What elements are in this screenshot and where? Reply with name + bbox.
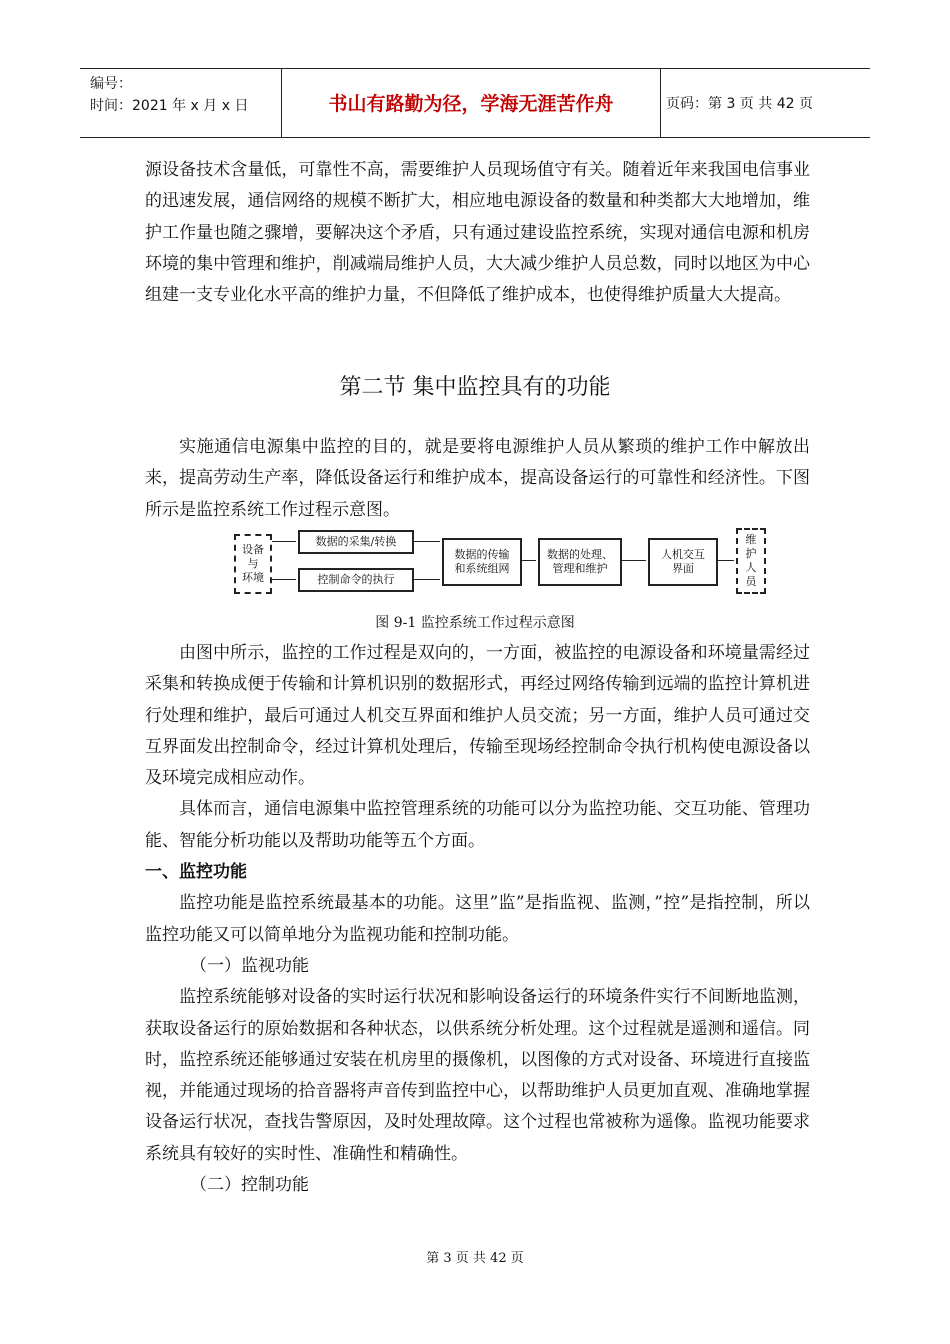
document-header	[80, 68, 870, 138]
header-divider	[660, 69, 661, 137]
heading-monitoring: 一、监控功能	[145, 862, 247, 883]
staff-box: 维 护 人 员	[736, 528, 766, 594]
arrow-connector	[272, 541, 296, 542]
header-meta	[90, 73, 248, 117]
watch-paragraph: 监控系统能够对设备的实时运行状况和影响设备运行的环境条件实行不间断地监测，获取设备运行的原始数据和各种状态，以供系统分析处理。这个过程就是遥测和遥信。同时，监控系统还能够通过安装在机房里的摄像机，以图像的方式对设备、环境进行直接监视，并能通过现场的拾音器将声音传到监控中心，以帮助维护人员更加直观、准确地掌握设备运行状况，查找告警原因，及时处理故障。这个过程也常被称为遥像。监视功能要求系统具有较好的实时性、准确性和精确性。	[145, 987, 810, 1164]
arrow-connector	[522, 560, 536, 561]
arrow-connector	[622, 560, 646, 561]
functions-paragraph: 具体而言，通信电源集中监控管理系统的功能可以分为监控功能、交互功能、管理功能、智能分析功能以及帮助功能等五个方面。	[145, 799, 810, 851]
device-environment-box: 设备 与 环境	[234, 534, 272, 594]
data-transmit-box: 数据的传输 和系统组网	[442, 538, 522, 586]
data-process-box: 数据的处理、 管理和维护	[538, 538, 622, 586]
subheading-control: （二）控制功能	[190, 1175, 309, 1196]
intro-paragraph: 源设备技术含量低，可靠性不高，需要维护人员现场值守有关。随着近年来我国电信事业的迅速发展，通信网络的规模不断扩大，相应地电源设备的数量和种类都大大地增加，维护工作量也随之骤增，要解决这个矛盾，只有通过建设监控系统，实现对通信电源和机房环境的集中管理和维护，削减端局维护人员，大大减少维护人员总数，同时以地区为中心组建一支专业化水平高的维护力量，不但降低了维护成本，也使得维护质量大大提高。	[145, 160, 810, 306]
data-collect-box: 数据的采集/转换	[298, 530, 414, 554]
command-execute-box: 控制命令的执行	[298, 568, 414, 592]
purpose-section	[145, 432, 810, 526]
arrow-connector	[414, 579, 440, 580]
header-divider	[281, 69, 282, 137]
purpose-paragraph: 实施通信电源集中监控的目的，就是要将电源维护人员从繁琐的维护工作中解放出来，提高劳动生产率，降低设备运行和维护成本，提高设备运行的可靠性和经济性。下图所示是监控系统工作过程示意图。	[145, 437, 810, 520]
time-label: 时间：2021 年 x 月 x 日	[90, 98, 249, 114]
page-footer: 第 3 页 共 42 页	[426, 1251, 524, 1266]
subheading-watch: （一）监视功能	[190, 955, 309, 976]
monitoring-paragraph: 监控功能是监控系统最基本的功能。这里”监”是指监视、监测，”控”是指控制，所以监控功能又可以简单地分为监视功能和控制功能。	[145, 893, 810, 945]
hmi-box: 人机交互 界面	[648, 538, 718, 586]
process-paragraph: 由图中所示，监控的工作过程是双向的，一方面，被监控的电源设备和环境量需经过采集和转换成便于传输和计算机识别的数据形式，再经过网络传输到远端的监控计算机进行处理和维护，最后可通过人机交互界面和维护人员交流；另一方面，维护人员可通过交互界面发出控制命令，经过计算机处理后，传输至现场经控制命令执行机构使电源设备以及环境完成相应动作。	[145, 643, 810, 789]
arrow-connector	[272, 579, 296, 580]
header-motto: 书山有路勤为径，学海无涯苦作舟	[328, 93, 614, 115]
figure-caption: 图 9-1 监控系统工作过程示意图	[375, 615, 575, 631]
number-label: 编号：	[90, 76, 132, 92]
main-section	[145, 638, 810, 1201]
header-page-info: 页码：第 3 页 共 42 页	[666, 96, 813, 112]
arrow-connector	[718, 560, 734, 561]
monitoring-process-diagram	[232, 528, 772, 598]
section-title: 第二节 集中监控具有的功能	[339, 375, 611, 400]
arrow-connector	[414, 541, 440, 542]
intro-section	[145, 155, 810, 311]
